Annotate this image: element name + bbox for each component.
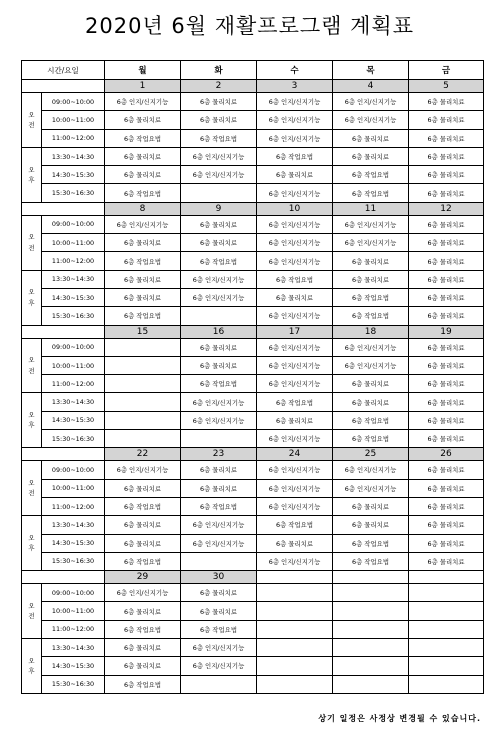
- date-cell: 4: [333, 80, 409, 93]
- time-cell: 10:00~11:00: [42, 111, 105, 129]
- week-date-row: [22, 80, 484, 93]
- program-cell: 6층 인지/신지기능: [181, 516, 257, 534]
- program-cell: 6층 인지/신지기능: [181, 411, 257, 429]
- date-cell: [333, 571, 409, 584]
- program-cell: 6층 인지/신지기능: [105, 461, 181, 479]
- program-cell: 6층 물리치료: [409, 479, 484, 497]
- program-cell: 6층 물리치료: [105, 602, 181, 620]
- table-row: [22, 234, 484, 252]
- time-cell: 09:00~10:00: [42, 93, 105, 111]
- table-row: [22, 639, 484, 657]
- program-cell: 6층 인지/신지기능: [257, 461, 333, 479]
- period-char: 오: [28, 411, 35, 420]
- time-cell: 09:00~10:00: [42, 338, 105, 356]
- period-char: 전: [28, 120, 35, 129]
- program-cell: 6층 작업요법: [333, 534, 409, 552]
- table-row: [22, 534, 484, 552]
- table-row: [22, 252, 484, 270]
- program-cell: 6층 물리치료: [181, 356, 257, 374]
- program-cell: [105, 375, 181, 393]
- period-char: 오: [28, 601, 35, 610]
- program-cell: 6층 인지/신지기능: [333, 461, 409, 479]
- period-char: 전: [28, 612, 35, 621]
- program-cell: 6층 작업요법: [105, 307, 181, 325]
- program-cell: 6층 인지/신지기능: [333, 356, 409, 374]
- time-cell: 13:30~14:30: [42, 516, 105, 534]
- time-cell: 10:00~11:00: [42, 602, 105, 620]
- page-title: 2020년 6월 재활프로그램 계획표: [85, 14, 414, 38]
- period-char: 오: [28, 356, 35, 365]
- time-cell: 09:00~10:00: [42, 584, 105, 602]
- header-day: 목: [333, 61, 409, 80]
- program-cell: 6층 물리치료: [105, 234, 181, 252]
- table-row: [22, 430, 484, 448]
- program-cell: 6층 물리치료: [409, 215, 484, 233]
- program-cell: 6층 물리치료: [181, 338, 257, 356]
- time-cell: 15:30~16:30: [42, 675, 105, 693]
- program-cell: 6층 인지/신지기능: [181, 288, 257, 306]
- program-cell: 6층 물리치료: [409, 166, 484, 184]
- program-cell: 6층 인지/신지기능: [257, 215, 333, 233]
- period-am-cell: [22, 584, 42, 639]
- program-cell: [105, 356, 181, 374]
- time-cell: 14:30~15:30: [42, 534, 105, 552]
- table-row: [22, 584, 484, 602]
- date-cell: [257, 571, 333, 584]
- period-char: 오: [28, 479, 35, 488]
- program-cell: [257, 675, 333, 693]
- program-cell: 6층 인지/신지기능: [105, 215, 181, 233]
- program-cell: [409, 584, 484, 602]
- header-day: 화: [181, 61, 257, 80]
- program-cell: 6층 물리치료: [181, 479, 257, 497]
- program-cell: [181, 675, 257, 693]
- period-char: 후: [28, 175, 35, 184]
- program-cell: 6층 물리치료: [409, 393, 484, 411]
- period-char: 후: [28, 544, 35, 553]
- program-cell: 6층 작업요법: [333, 552, 409, 570]
- program-cell: 6층 인지/신지기능: [257, 111, 333, 129]
- program-cell: 6층 물리치료: [181, 111, 257, 129]
- program-cell: [333, 639, 409, 657]
- program-cell: 6층 작업요법: [105, 675, 181, 693]
- program-cell: 6층 인지/신지기능: [181, 657, 257, 675]
- program-cell: 6층 물리치료: [105, 479, 181, 497]
- program-cell: 6층 물리치료: [105, 534, 181, 552]
- program-cell: 6층 인지/신지기능: [257, 338, 333, 356]
- time-cell: 13:30~14:30: [42, 270, 105, 288]
- table-row: [22, 675, 484, 693]
- program-cell: 6층 작업요법: [257, 516, 333, 534]
- time-cell: 13:30~14:30: [42, 147, 105, 165]
- program-cell: [333, 675, 409, 693]
- program-cell: 6층 인지/신지기능: [333, 338, 409, 356]
- program-cell: [105, 411, 181, 429]
- time-cell: 14:30~15:30: [42, 288, 105, 306]
- program-cell: 6층 작업요법: [257, 270, 333, 288]
- time-cell: 11:00~12:00: [42, 252, 105, 270]
- program-cell: 6층 인지/신지기능: [257, 93, 333, 111]
- table-row: [22, 552, 484, 570]
- program-cell: 6층 인지/신지기능: [257, 307, 333, 325]
- period-char: 오: [28, 656, 35, 665]
- time-cell: 11:00~12:00: [42, 375, 105, 393]
- program-cell: 6층 물리치료: [409, 534, 484, 552]
- program-cell: 6층 물리치료: [105, 657, 181, 675]
- date-cell: 10: [257, 202, 333, 215]
- time-cell: 10:00~11:00: [42, 234, 105, 252]
- program-cell: [105, 430, 181, 448]
- period-char: 후: [28, 298, 35, 307]
- table-row: [22, 184, 484, 202]
- date-cell: 16: [181, 325, 257, 338]
- period-am-cell: [22, 461, 42, 516]
- date-row-spacer: [22, 325, 105, 338]
- program-cell: 6층 물리치료: [409, 129, 484, 147]
- program-cell: 6층 물리치료: [257, 166, 333, 184]
- program-cell: [257, 639, 333, 657]
- program-cell: 6층 물리치료: [333, 129, 409, 147]
- program-cell: 6층 인지/신지기능: [257, 375, 333, 393]
- program-cell: 6층 물리치료: [409, 288, 484, 306]
- program-cell: 6층 작업요법: [333, 307, 409, 325]
- program-cell: 6층 작업요법: [105, 497, 181, 515]
- program-cell: 6층 인지/신지기능: [181, 534, 257, 552]
- period-char: 오: [28, 165, 35, 174]
- time-cell: 09:00~10:00: [42, 215, 105, 233]
- program-cell: 6층 물리치료: [105, 147, 181, 165]
- program-cell: 6층 물리치료: [333, 375, 409, 393]
- week-date-row: [22, 448, 484, 461]
- program-cell: 6층 인지/신지기능: [181, 393, 257, 411]
- program-cell: 6층 인지/신지기능: [181, 147, 257, 165]
- program-cell: 6층 작업요법: [105, 620, 181, 638]
- program-cell: 6층 물리치료: [409, 147, 484, 165]
- program-cell: 6층 인지/신지기능: [181, 270, 257, 288]
- program-cell: 6층 물리치료: [409, 338, 484, 356]
- program-cell: 6층 인지/신지기능: [333, 93, 409, 111]
- program-cell: [333, 620, 409, 638]
- table-row: [22, 166, 484, 184]
- program-cell: 6층 작업요법: [181, 620, 257, 638]
- period-char: 전: [28, 489, 35, 498]
- date-cell: 26: [409, 448, 484, 461]
- table-row: [22, 111, 484, 129]
- period-pm-cell: [22, 516, 42, 571]
- program-cell: 6층 인지/신지기능: [257, 129, 333, 147]
- table-row: [22, 356, 484, 374]
- table-row: [22, 657, 484, 675]
- table-row: [22, 602, 484, 620]
- program-cell: 6층 인지/신지기능: [257, 430, 333, 448]
- date-cell: 17: [257, 325, 333, 338]
- program-cell: 6층 작업요법: [333, 288, 409, 306]
- time-cell: 14:30~15:30: [42, 411, 105, 429]
- time-cell: 15:30~16:30: [42, 184, 105, 202]
- program-cell: 6층 작업요법: [105, 252, 181, 270]
- table-row: [22, 411, 484, 429]
- program-cell: [257, 657, 333, 675]
- week-date-row: [22, 202, 484, 215]
- program-cell: [105, 393, 181, 411]
- period-char: 전: [28, 243, 35, 252]
- time-cell: 10:00~11:00: [42, 356, 105, 374]
- program-cell: 6층 물리치료: [409, 552, 484, 570]
- program-cell: 6층 물리치료: [105, 111, 181, 129]
- footer-note: 상기 일정은 사정상 변경될 수 있습니다.: [318, 714, 481, 723]
- program-cell: [105, 338, 181, 356]
- table-row: [22, 215, 484, 233]
- time-cell: 14:30~15:30: [42, 657, 105, 675]
- time-cell: 15:30~16:30: [42, 307, 105, 325]
- program-cell: 6층 물리치료: [181, 602, 257, 620]
- program-cell: 6층 물리치료: [181, 461, 257, 479]
- program-cell: 6층 물리치료: [257, 288, 333, 306]
- table-row: [22, 270, 484, 288]
- program-cell: 6층 인지/신지기능: [257, 356, 333, 374]
- header-row: [22, 61, 484, 80]
- program-cell: 6층 인지/신지기능: [257, 252, 333, 270]
- program-cell: 6층 물리치료: [105, 288, 181, 306]
- program-cell: 6층 물리치료: [409, 516, 484, 534]
- period-char: 오: [28, 288, 35, 297]
- program-cell: 6층 작업요법: [105, 552, 181, 570]
- table-row: [22, 516, 484, 534]
- table-row: [22, 375, 484, 393]
- program-cell: [409, 602, 484, 620]
- program-cell: 6층 물리치료: [105, 639, 181, 657]
- program-cell: 6층 물리치료: [257, 534, 333, 552]
- program-cell: 6층 물리치료: [105, 166, 181, 184]
- table-row: [22, 479, 484, 497]
- program-cell: 6층 물리치료: [105, 516, 181, 534]
- program-cell: 6층 인지/신지기능: [181, 639, 257, 657]
- table-row: [22, 620, 484, 638]
- table-row: [22, 129, 484, 147]
- time-cell: 11:00~12:00: [42, 620, 105, 638]
- program-cell: 6층 물리치료: [409, 430, 484, 448]
- period-am-cell: [22, 93, 42, 148]
- period-char: 오: [28, 533, 35, 542]
- date-cell: 19: [409, 325, 484, 338]
- date-row-spacer: [22, 80, 105, 93]
- program-cell: 6층 인지/신지기능: [181, 166, 257, 184]
- date-cell: 22: [105, 448, 181, 461]
- program-cell: [409, 657, 484, 675]
- program-cell: 6층 인지/신지기능: [257, 234, 333, 252]
- program-cell: 6층 인지/신지기능: [105, 93, 181, 111]
- week-date-row: [22, 325, 484, 338]
- date-cell: 15: [105, 325, 181, 338]
- time-cell: 13:30~14:30: [42, 393, 105, 411]
- program-cell: 6층 인지/신지기능: [257, 552, 333, 570]
- program-cell: 6층 물리치료: [409, 234, 484, 252]
- date-cell: 8: [105, 202, 181, 215]
- program-cell: 6층 인지/신지기능: [333, 111, 409, 129]
- program-cell: 6층 물리치료: [333, 516, 409, 534]
- program-cell: 6층 물리치료: [409, 307, 484, 325]
- period-pm-cell: [22, 270, 42, 325]
- time-cell: 13:30~14:30: [42, 639, 105, 657]
- program-cell: [257, 584, 333, 602]
- program-cell: 6층 물리치료: [409, 411, 484, 429]
- program-cell: 6층 작업요법: [181, 252, 257, 270]
- program-cell: 6층 인지/신지기능: [333, 215, 409, 233]
- period-am-cell: [22, 215, 42, 270]
- program-cell: 6층 작업요법: [181, 497, 257, 515]
- time-cell: 14:30~15:30: [42, 166, 105, 184]
- date-cell: 3: [257, 80, 333, 93]
- program-cell: 6층 물리치료: [333, 497, 409, 515]
- program-cell: [181, 552, 257, 570]
- program-cell: [333, 602, 409, 620]
- date-cell: 2: [181, 80, 257, 93]
- date-cell: 5: [409, 80, 484, 93]
- period-pm-cell: [22, 639, 42, 694]
- week-date-row: [22, 571, 484, 584]
- program-cell: 6층 물리치료: [409, 111, 484, 129]
- program-cell: 6층 물리치료: [333, 252, 409, 270]
- period-char: 후: [28, 421, 35, 430]
- program-cell: 6층 작업요법: [181, 375, 257, 393]
- program-cell: 6층 인지/신지기능: [333, 479, 409, 497]
- date-cell: 1: [105, 80, 181, 93]
- program-cell: 6층 인지/신지기능: [333, 234, 409, 252]
- table-row: [22, 393, 484, 411]
- date-cell: 25: [333, 448, 409, 461]
- header-day: 월: [105, 61, 181, 80]
- date-cell: 12: [409, 202, 484, 215]
- program-cell: [409, 639, 484, 657]
- date-cell: 23: [181, 448, 257, 461]
- program-cell: 6층 작업요법: [333, 166, 409, 184]
- table-row: [22, 461, 484, 479]
- header-day: 금: [409, 61, 484, 80]
- time-cell: 11:00~12:00: [42, 497, 105, 515]
- program-cell: 6층 물리치료: [409, 270, 484, 288]
- date-row-spacer: [22, 448, 105, 461]
- date-row-spacer: [22, 202, 105, 215]
- program-cell: 6층 인지/신지기능: [257, 184, 333, 202]
- date-cell: 11: [333, 202, 409, 215]
- program-cell: 6층 작업요법: [257, 147, 333, 165]
- program-cell: 6층 물리치료: [409, 356, 484, 374]
- program-cell: 6층 물리치료: [333, 393, 409, 411]
- program-cell: 6층 작업요법: [333, 184, 409, 202]
- program-cell: 6층 인지/신지기능: [257, 479, 333, 497]
- period-char: 오: [28, 110, 35, 119]
- program-cell: [333, 657, 409, 675]
- program-cell: 6층 물리치료: [333, 147, 409, 165]
- time-cell: 15:30~16:30: [42, 552, 105, 570]
- date-row-spacer: [22, 571, 105, 584]
- period-am-cell: [22, 338, 42, 393]
- program-cell: 6층 물리치료: [409, 252, 484, 270]
- table-row: [22, 147, 484, 165]
- date-cell: [409, 571, 484, 584]
- program-cell: 6층 물리치료: [105, 270, 181, 288]
- program-cell: 6층 작업요법: [333, 411, 409, 429]
- time-cell: 11:00~12:00: [42, 129, 105, 147]
- program-cell: 6층 작업요법: [105, 129, 181, 147]
- header-time-day: 시간/요일: [22, 61, 105, 80]
- table-row: [22, 497, 484, 515]
- program-cell: 6층 물리치료: [181, 234, 257, 252]
- header-day: 수: [257, 61, 333, 80]
- program-cell: 6층 물리치료: [333, 270, 409, 288]
- program-cell: 6층 물리치료: [409, 375, 484, 393]
- period-char: 전: [28, 366, 35, 375]
- date-cell: 30: [181, 571, 257, 584]
- date-cell: 9: [181, 202, 257, 215]
- program-cell: [181, 184, 257, 202]
- program-cell: 6층 작업요법: [181, 129, 257, 147]
- period-char: 후: [28, 666, 35, 675]
- program-cell: [409, 675, 484, 693]
- schedule-table: [21, 60, 484, 694]
- date-cell: 18: [333, 325, 409, 338]
- program-cell: 6층 물리치료: [409, 497, 484, 515]
- period-char: 오: [28, 233, 35, 242]
- date-cell: 29: [105, 571, 181, 584]
- program-cell: [257, 602, 333, 620]
- period-pm-cell: [22, 147, 42, 202]
- program-cell: [409, 620, 484, 638]
- program-cell: [333, 584, 409, 602]
- program-cell: [181, 430, 257, 448]
- program-cell: 6층 작업요법: [333, 430, 409, 448]
- program-cell: 6층 인지/신지기능: [257, 497, 333, 515]
- program-cell: 6층 물리치료: [409, 93, 484, 111]
- program-cell: 6층 작업요법: [105, 184, 181, 202]
- program-cell: 6층 인지/신지기능: [105, 584, 181, 602]
- program-cell: 6층 물리치료: [181, 93, 257, 111]
- table-row: [22, 307, 484, 325]
- program-cell: 6층 물리치료: [181, 215, 257, 233]
- program-cell: [181, 307, 257, 325]
- time-cell: 09:00~10:00: [42, 461, 105, 479]
- time-cell: 15:30~16:30: [42, 430, 105, 448]
- table-row: [22, 288, 484, 306]
- program-cell: [257, 620, 333, 638]
- time-cell: 10:00~11:00: [42, 479, 105, 497]
- table-row: [22, 93, 484, 111]
- date-cell: 24: [257, 448, 333, 461]
- program-cell: 6층 물리치료: [409, 461, 484, 479]
- program-cell: 6층 물리치료: [257, 411, 333, 429]
- period-pm-cell: [22, 393, 42, 448]
- program-cell: 6층 물리치료: [181, 584, 257, 602]
- table-row: [22, 338, 484, 356]
- program-cell: 6층 작업요법: [257, 393, 333, 411]
- program-cell: 6층 물리치료: [409, 184, 484, 202]
